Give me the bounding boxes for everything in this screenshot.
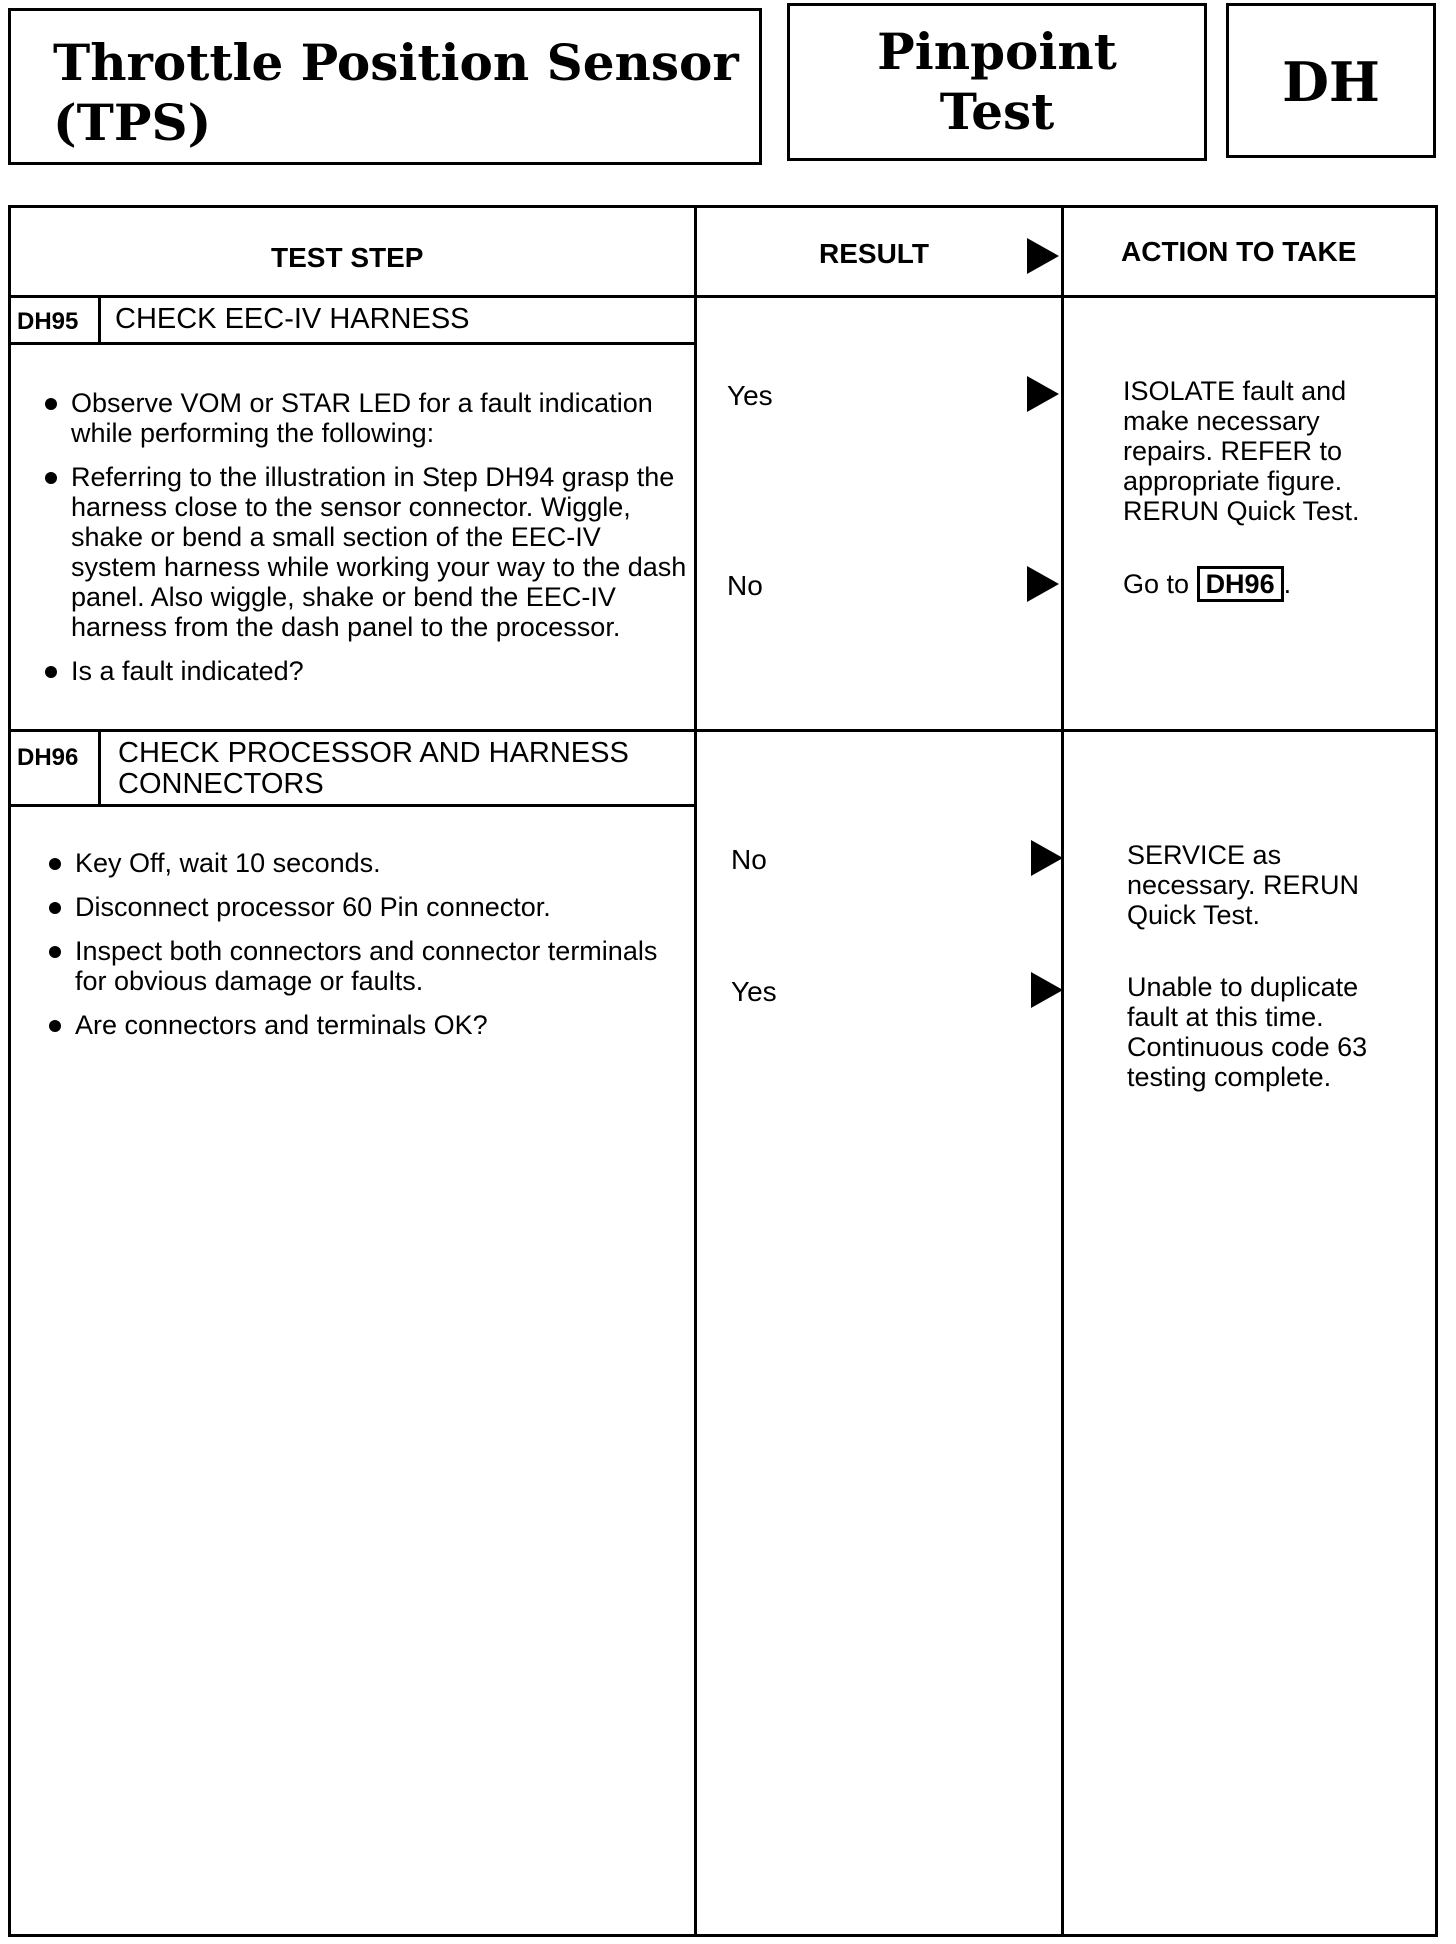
step-title: CHECK EEC-IV HARNESS — [115, 303, 470, 335]
column-header-result: RESULT — [819, 238, 929, 269]
list-item: Is a fault indicated? — [41, 656, 691, 686]
action-text: ISOLATE fault and make necessary repairs. REFER to appropriate figure. RERUN Quick Test. — [1123, 376, 1360, 526]
step-divider — [11, 729, 1435, 732]
result-arrow-icon — [1027, 566, 1059, 602]
step-title-underline — [11, 804, 694, 807]
page-title: Throttle Position Sensor (TPS) — [53, 33, 739, 152]
result-label: Yes — [727, 380, 773, 411]
step-code: DH96 — [17, 744, 79, 771]
list-item: Observe VOM or STAR LED for a fault indication while performing the following: — [41, 388, 691, 448]
list-item: Are connectors and terminals OK? — [45, 1010, 685, 1040]
action-text: Unable to duplicate fault at this time. Continuous code 63 testing complete. — [1127, 972, 1368, 1092]
list-item: Referring to the illustration in Step DH94 grasp the harness close to the sensor connector. Wiggle, shake or bend a small section of the EEC-IV system harness while working your way to the dash panel. Also wiggle, shake or bend the EEC-IV harness from the dash panel to the processor. — [41, 462, 691, 642]
pinpoint-test-box — [787, 3, 1207, 161]
step-instructions — [45, 848, 685, 1054]
test-code-box — [1226, 3, 1436, 158]
result-label: Yes — [731, 976, 777, 1007]
step-code: DH95 — [17, 308, 79, 335]
pinpoint-test-label: Pinpoint Test — [877, 22, 1117, 141]
step-code-divider — [98, 729, 101, 804]
step-code-divider — [98, 295, 101, 342]
column-header-test-step: TEST STEP — [271, 242, 424, 273]
header-row-divider — [11, 295, 1435, 298]
result-arrow-icon — [1027, 238, 1059, 274]
step-instructions — [41, 388, 691, 700]
list-item: Inspect both connectors and connector terminals for obvious damage or faults. — [45, 936, 685, 996]
action-text: SERVICE as necessary. RERUN Quick Test. — [1127, 840, 1360, 930]
column-divider-1 — [694, 208, 697, 1934]
action-text — [1123, 566, 1393, 602]
step-title: CHECK PROCESSOR AND HARNESS CONNECTORS — [118, 737, 629, 800]
action-prefix: Go to — [1123, 569, 1190, 599]
test-code: DH — [1282, 50, 1380, 114]
step-reference: DH96 — [1197, 566, 1284, 602]
action-suffix: . — [1283, 569, 1292, 599]
step-title-underline — [11, 342, 694, 345]
column-divider-2 — [1061, 208, 1064, 1934]
result-arrow-icon — [1027, 376, 1059, 412]
result-arrow-icon — [1031, 972, 1063, 1008]
list-item: Disconnect processor 60 Pin connector. — [45, 892, 685, 922]
title-box — [8, 8, 762, 165]
result-arrow-icon — [1031, 840, 1063, 876]
result-label: No — [731, 844, 767, 875]
column-header-action: ACTION TO TAKE — [1121, 236, 1357, 267]
result-label: No — [727, 570, 763, 601]
pinpoint-table — [8, 205, 1438, 1937]
list-item: Key Off, wait 10 seconds. — [45, 848, 685, 878]
